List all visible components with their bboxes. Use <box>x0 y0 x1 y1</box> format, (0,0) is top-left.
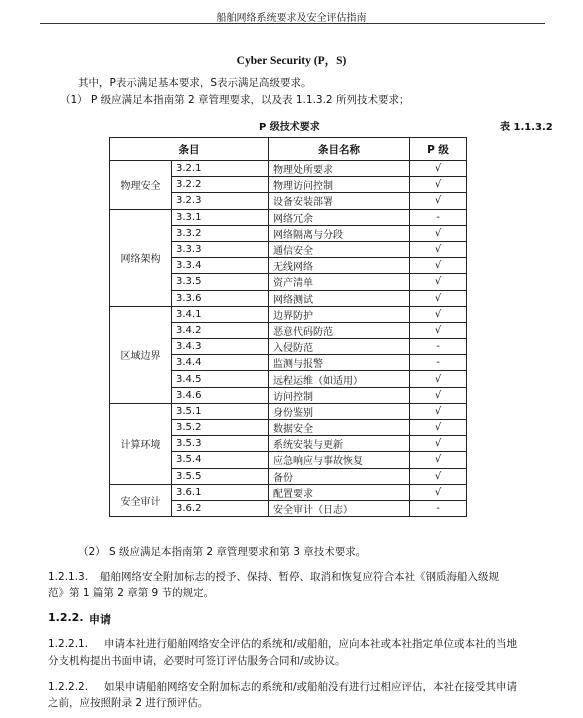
item-name-cell: 网络测试 <box>269 290 410 306</box>
p-level-mark-cell: √ <box>410 322 467 338</box>
item-code-cell: 3.3.1 <box>172 209 269 225</box>
p-level-mark-cell: - <box>410 500 467 516</box>
item-name-cell: 恶意代码防范 <box>269 322 410 338</box>
p-level-mark-cell: √ <box>410 420 467 436</box>
table-row <box>110 161 467 177</box>
p-level-mark-cell: - <box>410 209 467 225</box>
p-level-mark-cell: √ <box>410 484 467 500</box>
item-name-cell: 物理处所要求 <box>269 161 410 177</box>
item-code-cell: 3.4.4 <box>172 355 269 371</box>
p-level-mark-cell: √ <box>410 241 467 257</box>
group-name-cell: 物理安全 <box>110 161 172 210</box>
header-rule <box>40 23 545 24</box>
p-level-mark-cell: √ <box>410 177 467 193</box>
section-1-2-2-1-line-2: 分支机构提出书面申请，必要时可签订评估服务合同和/或协议。 <box>48 655 346 667</box>
table-caption: P 级技术要求 <box>259 122 320 133</box>
section-1-2-2-title: 申请 <box>89 613 111 626</box>
table-body <box>110 161 467 517</box>
item-code-cell: 3.6.2 <box>172 500 269 516</box>
table-row <box>110 306 467 322</box>
item-name-cell: 网络隔离与分段 <box>269 225 410 241</box>
item-name-cell: 网络冗余 <box>269 209 410 225</box>
item-name-cell: 通信安全 <box>269 241 410 257</box>
doc-title: Cyber Security (P，S) <box>236 55 347 67</box>
item-name-cell: 系统安装与更新 <box>269 436 410 452</box>
item-code-cell: 3.3.6 <box>172 290 269 306</box>
group-name-cell: 区域边界 <box>110 306 172 403</box>
p-level-mark-cell: √ <box>410 452 467 468</box>
intro-line-2: （1） P 级应满足本指南第 2 章管理要求，以及表 1.1.3.2 所列技术要求； <box>60 94 410 106</box>
p-level-mark-cell: √ <box>410 161 467 177</box>
item-code-cell: 3.5.4 <box>172 452 269 468</box>
item-code-cell: 3.5.1 <box>172 403 269 419</box>
section-1-2-1-3-line-1: 船舶网络安全附加标志的授予、保持、暂停、取消和恢复应符合本社《钢质海船入级规 <box>100 571 499 583</box>
p-level-mark-cell: √ <box>410 306 467 322</box>
section-1-2-1-3-line-2: 范》第 1 篇第 2 章第 9 节的规定。 <box>48 587 215 599</box>
table-header-row <box>110 138 467 161</box>
p-level-mark-cell: √ <box>410 371 467 387</box>
item-code-cell: 3.5.5 <box>172 468 269 484</box>
running-header: 船舶网络系统要求及安全评估指南 <box>216 13 367 24</box>
item-code-cell: 3.4.5 <box>172 371 269 387</box>
section-1-2-2-2-number: 1.2.2.2. <box>48 681 89 693</box>
item-name-cell: 监测与报警 <box>269 355 410 371</box>
intro-line-1: 其中，P表示满足基本要求，S表示满足高级要求。 <box>78 77 312 89</box>
after-table-text: （2） S 级应满足本指南第 2 章管理要求和第 3 章技术要求。 <box>78 546 367 558</box>
item-code-cell: 3.3.3 <box>172 241 269 257</box>
section-1-2-2-1-number: 1.2.2.1. <box>48 638 89 650</box>
item-name-cell: 资产清单 <box>269 274 410 290</box>
item-name-cell: 入侵防范 <box>269 339 410 355</box>
p-level-mark-cell: √ <box>410 403 467 419</box>
item-name-cell: 设备安装部署 <box>269 193 410 209</box>
item-code-cell: 3.3.4 <box>172 258 269 274</box>
table-row <box>110 484 467 500</box>
section-1-2-2-1-line-1: 申请本社进行船舶网络安全评估的系统和/或船舶，应向本社或本社指定单位或本社的当地 <box>104 638 518 650</box>
item-name-cell: 边界防护 <box>269 306 410 322</box>
p-level-mark-cell: - <box>410 339 467 355</box>
header-item-name: 条目名称 <box>269 138 410 161</box>
item-code-cell: 3.3.5 <box>172 274 269 290</box>
p-level-mark-cell: √ <box>410 258 467 274</box>
item-code-cell: 3.2.3 <box>172 193 269 209</box>
item-name-cell: 访问控制 <box>269 387 410 403</box>
table-row <box>110 403 467 419</box>
item-name-cell: 安全审计（日志） <box>269 500 410 516</box>
item-code-cell: 3.4.3 <box>172 339 269 355</box>
item-code-cell: 3.3.2 <box>172 225 269 241</box>
item-code-cell: 3.6.1 <box>172 484 269 500</box>
p-level-mark-cell: √ <box>410 387 467 403</box>
group-name-cell: 计算环境 <box>110 403 172 484</box>
item-name-cell: 无线网络 <box>269 258 410 274</box>
section-1-2-2-2-line-2: 之前，应按照附录 2 进行预评估。 <box>48 697 209 709</box>
item-name-cell: 配置要求 <box>269 484 410 500</box>
p-level-mark-cell: √ <box>410 468 467 484</box>
item-name-cell: 身份鉴别 <box>269 403 410 419</box>
table-row <box>110 209 467 225</box>
p-level-mark-cell: √ <box>410 290 467 306</box>
item-name-cell: 应急响应与事故恢复 <box>269 452 410 468</box>
item-code-cell: 3.4.6 <box>172 387 269 403</box>
header-item: 条目 <box>110 138 269 161</box>
item-name-cell: 数据安全 <box>269 420 410 436</box>
item-code-cell: 3.4.1 <box>172 306 269 322</box>
p-level-mark-cell: √ <box>410 193 467 209</box>
header-p-level: P 级 <box>410 138 467 161</box>
item-code-cell: 3.4.2 <box>172 322 269 338</box>
p-level-mark-cell: - <box>410 355 467 371</box>
item-name-cell: 备份 <box>269 468 410 484</box>
item-name-cell: 物理访问控制 <box>269 177 410 193</box>
section-1-2-2-number: 1.2.2. <box>48 611 84 624</box>
requirements-table <box>109 137 467 517</box>
table-number: 表 1.1.3.2 <box>500 122 553 133</box>
item-code-cell: 3.2.2 <box>172 177 269 193</box>
section-1-2-2-2-line-1: 如果申请船舶网络安全附加标志的系统和/或船舶没有进行过相应评估，本社在接受其申请 <box>104 681 518 693</box>
p-level-mark-cell: √ <box>410 274 467 290</box>
group-name-cell: 安全审计 <box>110 484 172 516</box>
item-name-cell: 远程运维（如适用） <box>269 371 410 387</box>
section-1-2-1-3-number: 1.2.1.3. <box>48 571 89 583</box>
item-code-cell: 3.5.2 <box>172 420 269 436</box>
group-name-cell: 网络架构 <box>110 209 172 306</box>
p-level-mark-cell: √ <box>410 436 467 452</box>
p-level-mark-cell: √ <box>410 225 467 241</box>
item-code-cell: 3.2.1 <box>172 161 269 177</box>
item-code-cell: 3.5.3 <box>172 436 269 452</box>
